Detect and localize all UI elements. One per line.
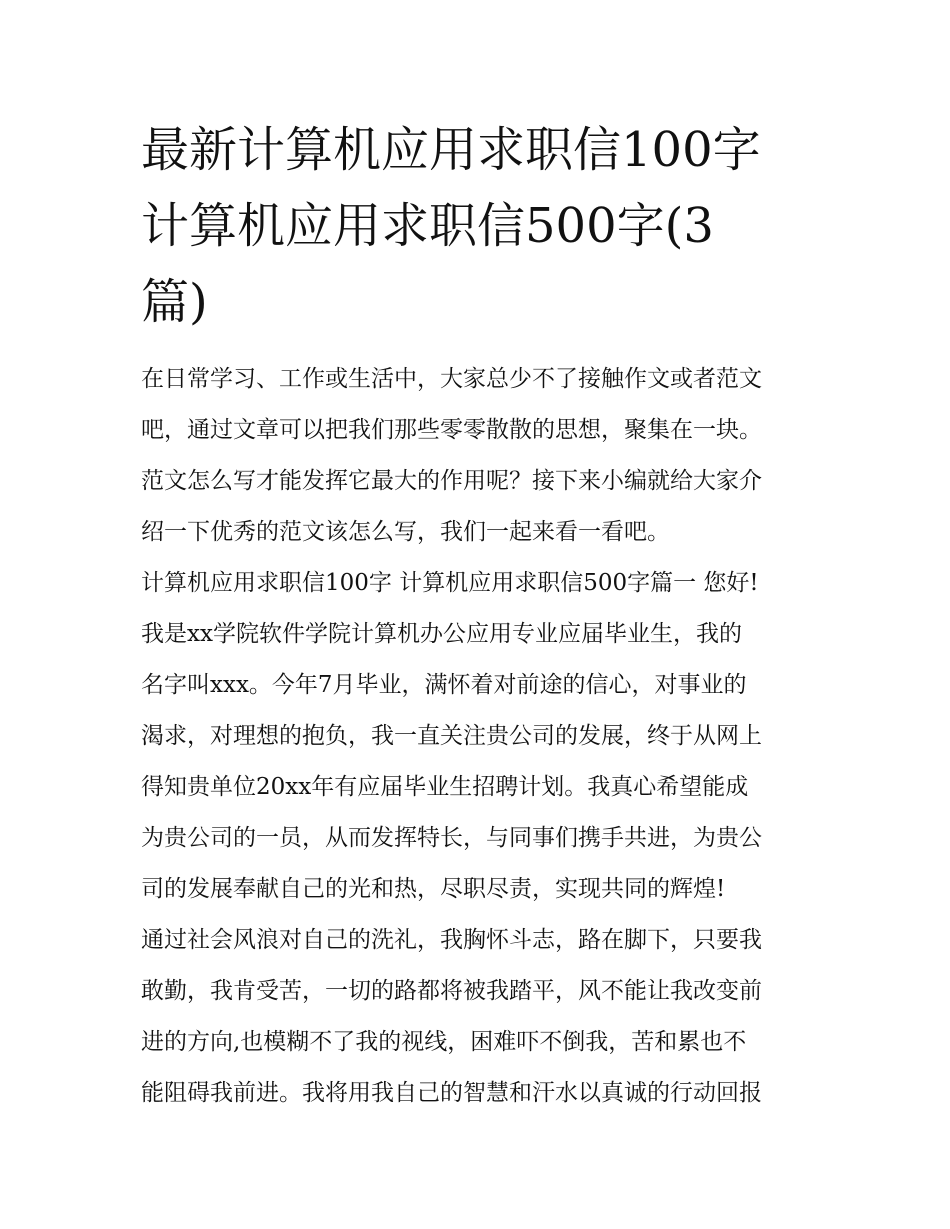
document-content <box>141 112 813 1119</box>
document-body <box>141 354 813 1119</box>
text-line: 敢勤，我肯受苦，一切的路都将被我踏平，风不能让我改变前 <box>141 978 762 1004</box>
text-line: 渴求，对理想的抱负，我一直关注贵公司的发展，终于从网上 <box>141 723 762 749</box>
text-line: 我是xx学院软件学院计算机办公应用专业应届毕业生，我的 <box>141 621 742 647</box>
paragraph-letter-two <box>141 915 813 1119</box>
paragraph-letter-one <box>141 558 813 915</box>
text-line: 司的发展奉献自己的光和热，尽职尽责，实现共同的辉煌! <box>141 876 726 902</box>
text-line: 计算机应用求职信100字 计算机应用求职信500字篇一 您好! <box>141 570 759 596</box>
text-line: 吧，通过文章可以把我们那些零零散散的思想，聚集在一块。 <box>141 417 762 443</box>
text-line: 能阻碍我前进。我将用我自己的智慧和汗水以真诚的行动回报 <box>141 1080 762 1106</box>
text-line: 通过社会风浪对自己的洗礼，我胸怀斗志，路在脚下，只要我 <box>141 927 762 953</box>
text-line: 得知贵单位20xx年有应届毕业生招聘计划。我真心希望能成 <box>141 774 749 800</box>
text-line: 在日常学习、工作或生活中，大家总少不了接触作文或者范文 <box>141 366 762 392</box>
document-title <box>141 112 813 340</box>
title-line-1: 最新计算机应用求职信100字 <box>141 122 761 178</box>
title-line-2: 计算机应用求职信500字(3 <box>141 198 714 254</box>
text-line: 范文怎么写才能发挥它最大的作用呢？接下来小编就给大家介 <box>141 468 762 494</box>
text-line: 为贵公司的一员，从而发挥特长，与同事们携手共进，为贵公 <box>141 825 762 851</box>
title-line-3: 篇) <box>141 274 208 330</box>
text-line: 名字叫xxx。今年7月毕业，满怀着对前途的信心，对事业的 <box>141 672 747 698</box>
text-line: 绍一下优秀的范文该怎么写，我们一起来看一看吧。 <box>141 519 670 545</box>
paragraph-intro <box>141 354 813 558</box>
text-line: 进的方向,也模糊不了我的视线，困难吓不倒我，苦和累也不 <box>141 1029 747 1055</box>
